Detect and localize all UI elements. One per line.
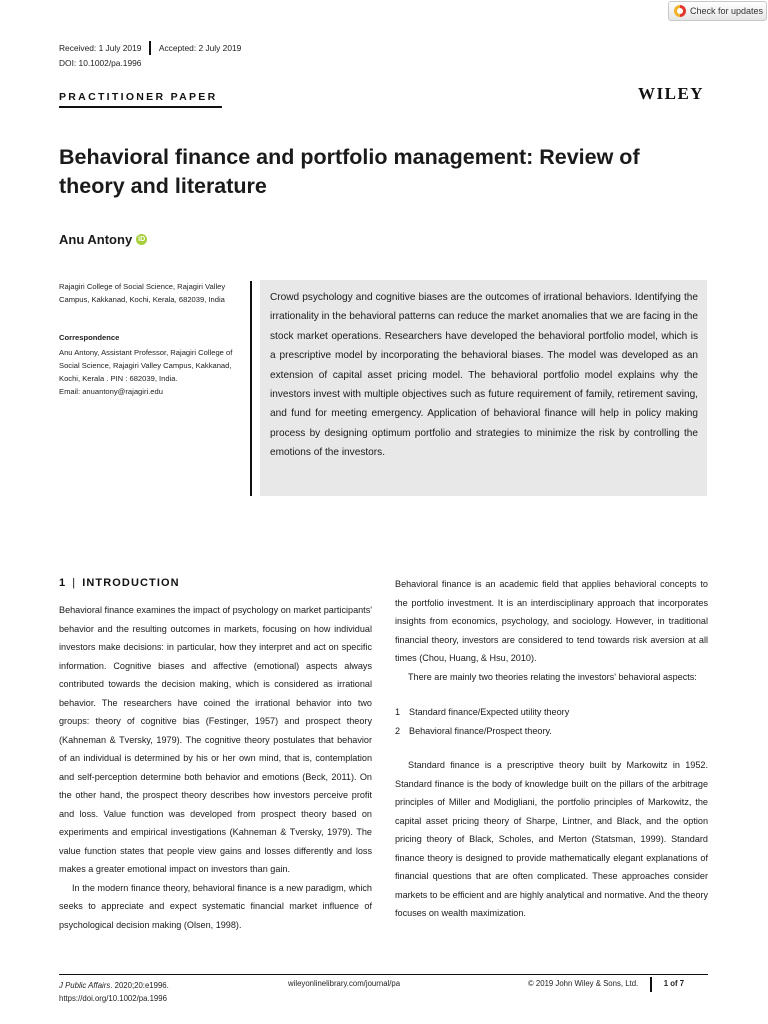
- list-number: 2: [395, 725, 401, 736]
- correspondence-email[interactable]: Email: anuantony@rajagiri.edu: [59, 387, 163, 396]
- author-name: Anu Antony: [59, 232, 133, 247]
- abstract-rule: [250, 281, 252, 496]
- footer-rule: [59, 974, 708, 975]
- correspondence-details: [59, 346, 239, 398]
- check-for-updates-label: Check for updates: [690, 6, 764, 16]
- footer-citation: [59, 979, 169, 1005]
- author-line: [59, 232, 147, 247]
- body-column-left: [59, 601, 372, 934]
- correspondence-heading: Correspondence: [59, 333, 120, 342]
- footer-right: [528, 979, 684, 992]
- body-paragraph: Standard finance is a prescriptive theory built by Markowitz in 1952. Standard finance is the body of knowledge built on the pillars of the arbitrage principles of Miller and Modigliani, the portfolio principles of Markowitz, the capital asset pricing theory of Sharpe, Lintner, and Black, and the option pricing theory of Black, Scholes, and Merton (Statsman, 1999). Standard finance theory is designed to provide mathematically elegant explanations of financial questions that are often complicated. These approaches consider markets to be efficient and are highly analytical and normative. And the theory focuses on wealth maximization.: [395, 760, 708, 918]
- received-accepted-dates: [59, 41, 241, 55]
- paper-type-label: PRACTITIONER PAPER: [59, 91, 218, 103]
- section-separator: |: [72, 577, 77, 589]
- header-doi: DOI: 10.1002/pa.1996: [59, 58, 142, 68]
- footer-copyright: © 2019 John Wiley & Sons, Ltd.: [528, 979, 639, 988]
- body-column-right: [395, 575, 708, 923]
- section-title: INTRODUCTION: [82, 577, 180, 589]
- body-paragraph: Behavioral finance is an academic field that applies behavioral concepts to the portfolio investment. It is an interdisciplinary approach that incorporates insights from economics, psychology, and sociology. However, in traditional financial theory, investors are considered to tend towards risk aversion at all times (Chou, Huang, & Hsu, 2010).: [395, 579, 708, 663]
- list-item: [395, 703, 708, 722]
- section-heading: [59, 577, 180, 589]
- footer-citation-text: . 2020;20:e1996.: [110, 981, 169, 990]
- list-text: Standard finance/Expected utility theory: [409, 707, 570, 717]
- theory-list: [395, 703, 708, 740]
- received-date: Received: 1 July 2019: [59, 42, 142, 53]
- meta-divider: [149, 41, 151, 55]
- publisher-logo: WILEY: [638, 84, 705, 103]
- correspondence-address: Anu Antony, Assistant Professor, Rajagiri College of Social Science, Rajagiri Valley Campus, Kakkanad, Kochi, Kerala . PIN : 682039, India.: [59, 348, 233, 383]
- footer-journal-link[interactable]: wileyonlinelibrary.com/journal/pa: [288, 979, 401, 988]
- section-number: 1: [59, 577, 67, 589]
- check-for-updates-button[interactable]: [668, 1, 767, 21]
- body-paragraph: There are mainly two theories relating the investors' behavioral aspects:: [408, 671, 697, 682]
- list-text: Behavioral finance/Prospect theory.: [409, 725, 552, 736]
- list-item: [395, 722, 708, 741]
- footer-doi-link[interactable]: https://doi.org/10.1002/pa.1996: [59, 994, 167, 1003]
- accepted-date: Accepted: 2 July 2019: [158, 42, 242, 53]
- body-paragraph: Behavioral finance examines the impact of psychology on market participants' behavior and the resulting outcomes in markets, focusing on how individual investors make decisions: in particular, how they interpret and act on specific information. Cognitive biases and affective (emotional) aspects always contributed towards the decision making, which is considered as irrational behavior. The researchers have coined the irrational behavior into two groups: theory of cognitive bias (Festinger, 1957) and prospect theory (Kahneman & Tversky, 1979). The cognitive theory postulates that behavior of an individual is determined by his or her own mind, that is, contemplation and self-perception determine both behavior and emotions (Beck, 2011). On the other hand, the prospect theory describes how investors perceive profit and loss. Value function was developed from prospect theory based on experiments and empirical investigations (Kahneman & Tversky, 1979). The value function states that people view gains and losses differently and loss makes a greater emotional impact on investors than gain.: [59, 605, 372, 874]
- orcid-icon[interactable]: iD: [138, 236, 146, 243]
- footer-journal: J Public Affairs: [59, 981, 111, 990]
- list-number: 1: [395, 707, 401, 717]
- author-affiliation: Rajagiri College of Social Science, Rajagiri Valley Campus, Kakkanad, Kochi, Kerala, 682039, India: [59, 282, 226, 304]
- article-title: Behavioral finance and portfolio management: Review of theory and literature: [59, 145, 640, 198]
- crossmark-icon: [674, 5, 686, 17]
- footer-divider: [650, 977, 652, 992]
- page-number: 1 of 7: [663, 979, 685, 988]
- abstract-box: Crowd psychology and cognitive biases are the outcomes of irrational behaviors. Identifying the irrationality in the behavioral patterns can reduce the market anomalies that we are facing in the stock market operations. Researchers have developed the behavioral portfolio model, which is a prescriptive model by incorporating the behavioral biases. The model was developed as an extension of capital asset pricing model. The behavioral portfolio model explains why the investors invest with multiple objectives such as future requirement of family, retirement saving, and fund for meeting emergency. Application of behavioral finance will help in policy making process by designing optimum portfolio and strategies to minimize the risk by controlling the emotions of the investors.: [260, 280, 707, 496]
- paper-type-underline: [59, 106, 222, 108]
- body-paragraph: In the modern finance theory, behavioral finance is a new paradigm, which seeks to appreciate and expect systematic financial market influence of psychological decision making (Olsen, 1998).: [59, 882, 372, 930]
